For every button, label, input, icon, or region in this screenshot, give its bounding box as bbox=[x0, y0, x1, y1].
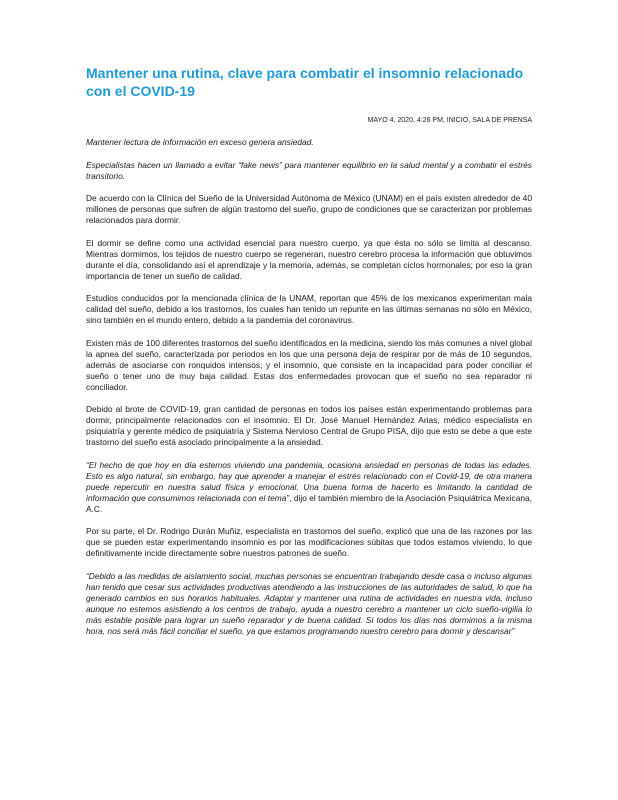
lead-paragraph-2: Especialistas hacen un llamado a evitar “fake news” para mantener equilibrio en la salud mental y a combatir el estrés transitorio. bbox=[86, 159, 532, 181]
body-paragraph-6: Por su parte, el Dr. Rodrigo Durán Muñiz, especialista en trastornos del sueño, explicó que una de las razones por las que se pueden estar experimentando insomnio es por las modificaciones súbitas que todos estamos viviendo, lo que definitivamente incide directamente sobre nuestros patrones de sueño. bbox=[86, 526, 532, 558]
quote-paragraph-2: “Debido a las medidas de aislamiento social, muchas personas se encuentran trabajando desde casa o incluso algunas han tenido que cesar sus actividades productivas atendiendo a las instrucciones de las autoridades de salud, lo que ha generado cambios en sus horarios habituales. Adaptar y mantener una rutina de actividades en nuestra vida, incluso aunque no estemos asistiendo a los centros de trabajo, ayuda a nuestro cerebro a mantener un ciclo sueño-vigilia lo más estable posible para lograr un sueño reparador y de buena calidad. Si todos los días nos dormimos a la misma hora, nos será más fácil conciliar el sueño, ya que estamos programando nuestro cerebro para dormir y descansar” bbox=[86, 570, 532, 636]
quote-text: “El hecho de que hoy en día estemos viviendo una pandemia, ocasiona ansiedad en personas de todas las edades. Esto es algo natural, sin embargo, hay que aprender a manejar el estrés relacionado con el Covid-19, de otra manera puede repercutir en nuestra salud física y emocional. Una buena forma de hacerlo es limitando la cantidad de información que consumimos relacionada con el tema” bbox=[86, 459, 532, 503]
quote-paragraph-1 bbox=[86, 460, 532, 515]
page-title: Mantener una rutina, clave para combatir el insomnio relacionado con el COVID-19 bbox=[86, 65, 524, 99]
lead-paragraph: Mantener lectura de información en exceso genera ansiedad. bbox=[86, 137, 314, 147]
body-paragraph-5: Debido al brote de COVID-19, gran cantidad de personas en todos los países están experimentando problemas para dormir, principalmente relacionados con el insomnio. El Dr. José Manuel Hernández Arias, médico especialista en psiquiatría y gerente médico de psiquiatría y Sistema Nervioso Central de Grupo PISA, dijo que esto se debe a que este trastorno del sueño está asociado principalmente a la ansiedad. bbox=[86, 404, 532, 447]
body-paragraph-1: De acuerdo con la Clínica del Sueño de la Universidad Autónoma de México (UNAM) en el país existen alrededor de 40 millones de personas que sufren de algún trastorno del sueño, grupo de condiciones que se caracterizan por problemas relacionados para dormir. bbox=[86, 193, 532, 225]
body-paragraph-4: Existen más de 100 diferentes trastornos del sueño identificados en la medicina, siendo los más comunes a nivel global la apnea del sueño, caracterizada por periodos en los que una persona deja de respirar por de más de 10 segundos, además de asociarse con ronquidos intensos; y el insomnio, que consiste en la incapacidad para poder conciliar el sueño o tener uno de muy baja calidad. Estas dos enfermedades provocan que el sueño no sea reparador ni conciliador. bbox=[86, 337, 532, 392]
quote-attribution: , dijo el también miembro de la Asociación Psiquiátrica Mexicana, A.C. bbox=[86, 492, 532, 514]
body-paragraph-3: Estudios conducidos por la mencionada clínica de la UNAM, reportan que 45% de los mexicanos experimentan mala calidad del sueño, debido a los trastornos, los cuales han tenido un repunte en las últimas semanas no sólo en México, sino también en el mundo entero, debido a la pandemia del coronavirus. bbox=[86, 293, 532, 325]
dateline: MAYO 4, 2020, 4:26 PM, INICIO, SALA DE PRENSA bbox=[367, 117, 532, 124]
body-paragraph-2: El dormir se define como una actividad esencial para nuestro cuerpo, ya que ésta no sólo se limita al descanso. Mientras dormimos, los tejidos de nuestro cuerpo se regeneran, nuestro cerebro procesa la información que obtuvimos durante el día, consolidando así el aprendizaje y la memoria, además, se completan ciclos hormonales; por eso la gran importancia de tener un sueño de calidad. bbox=[86, 237, 532, 281]
